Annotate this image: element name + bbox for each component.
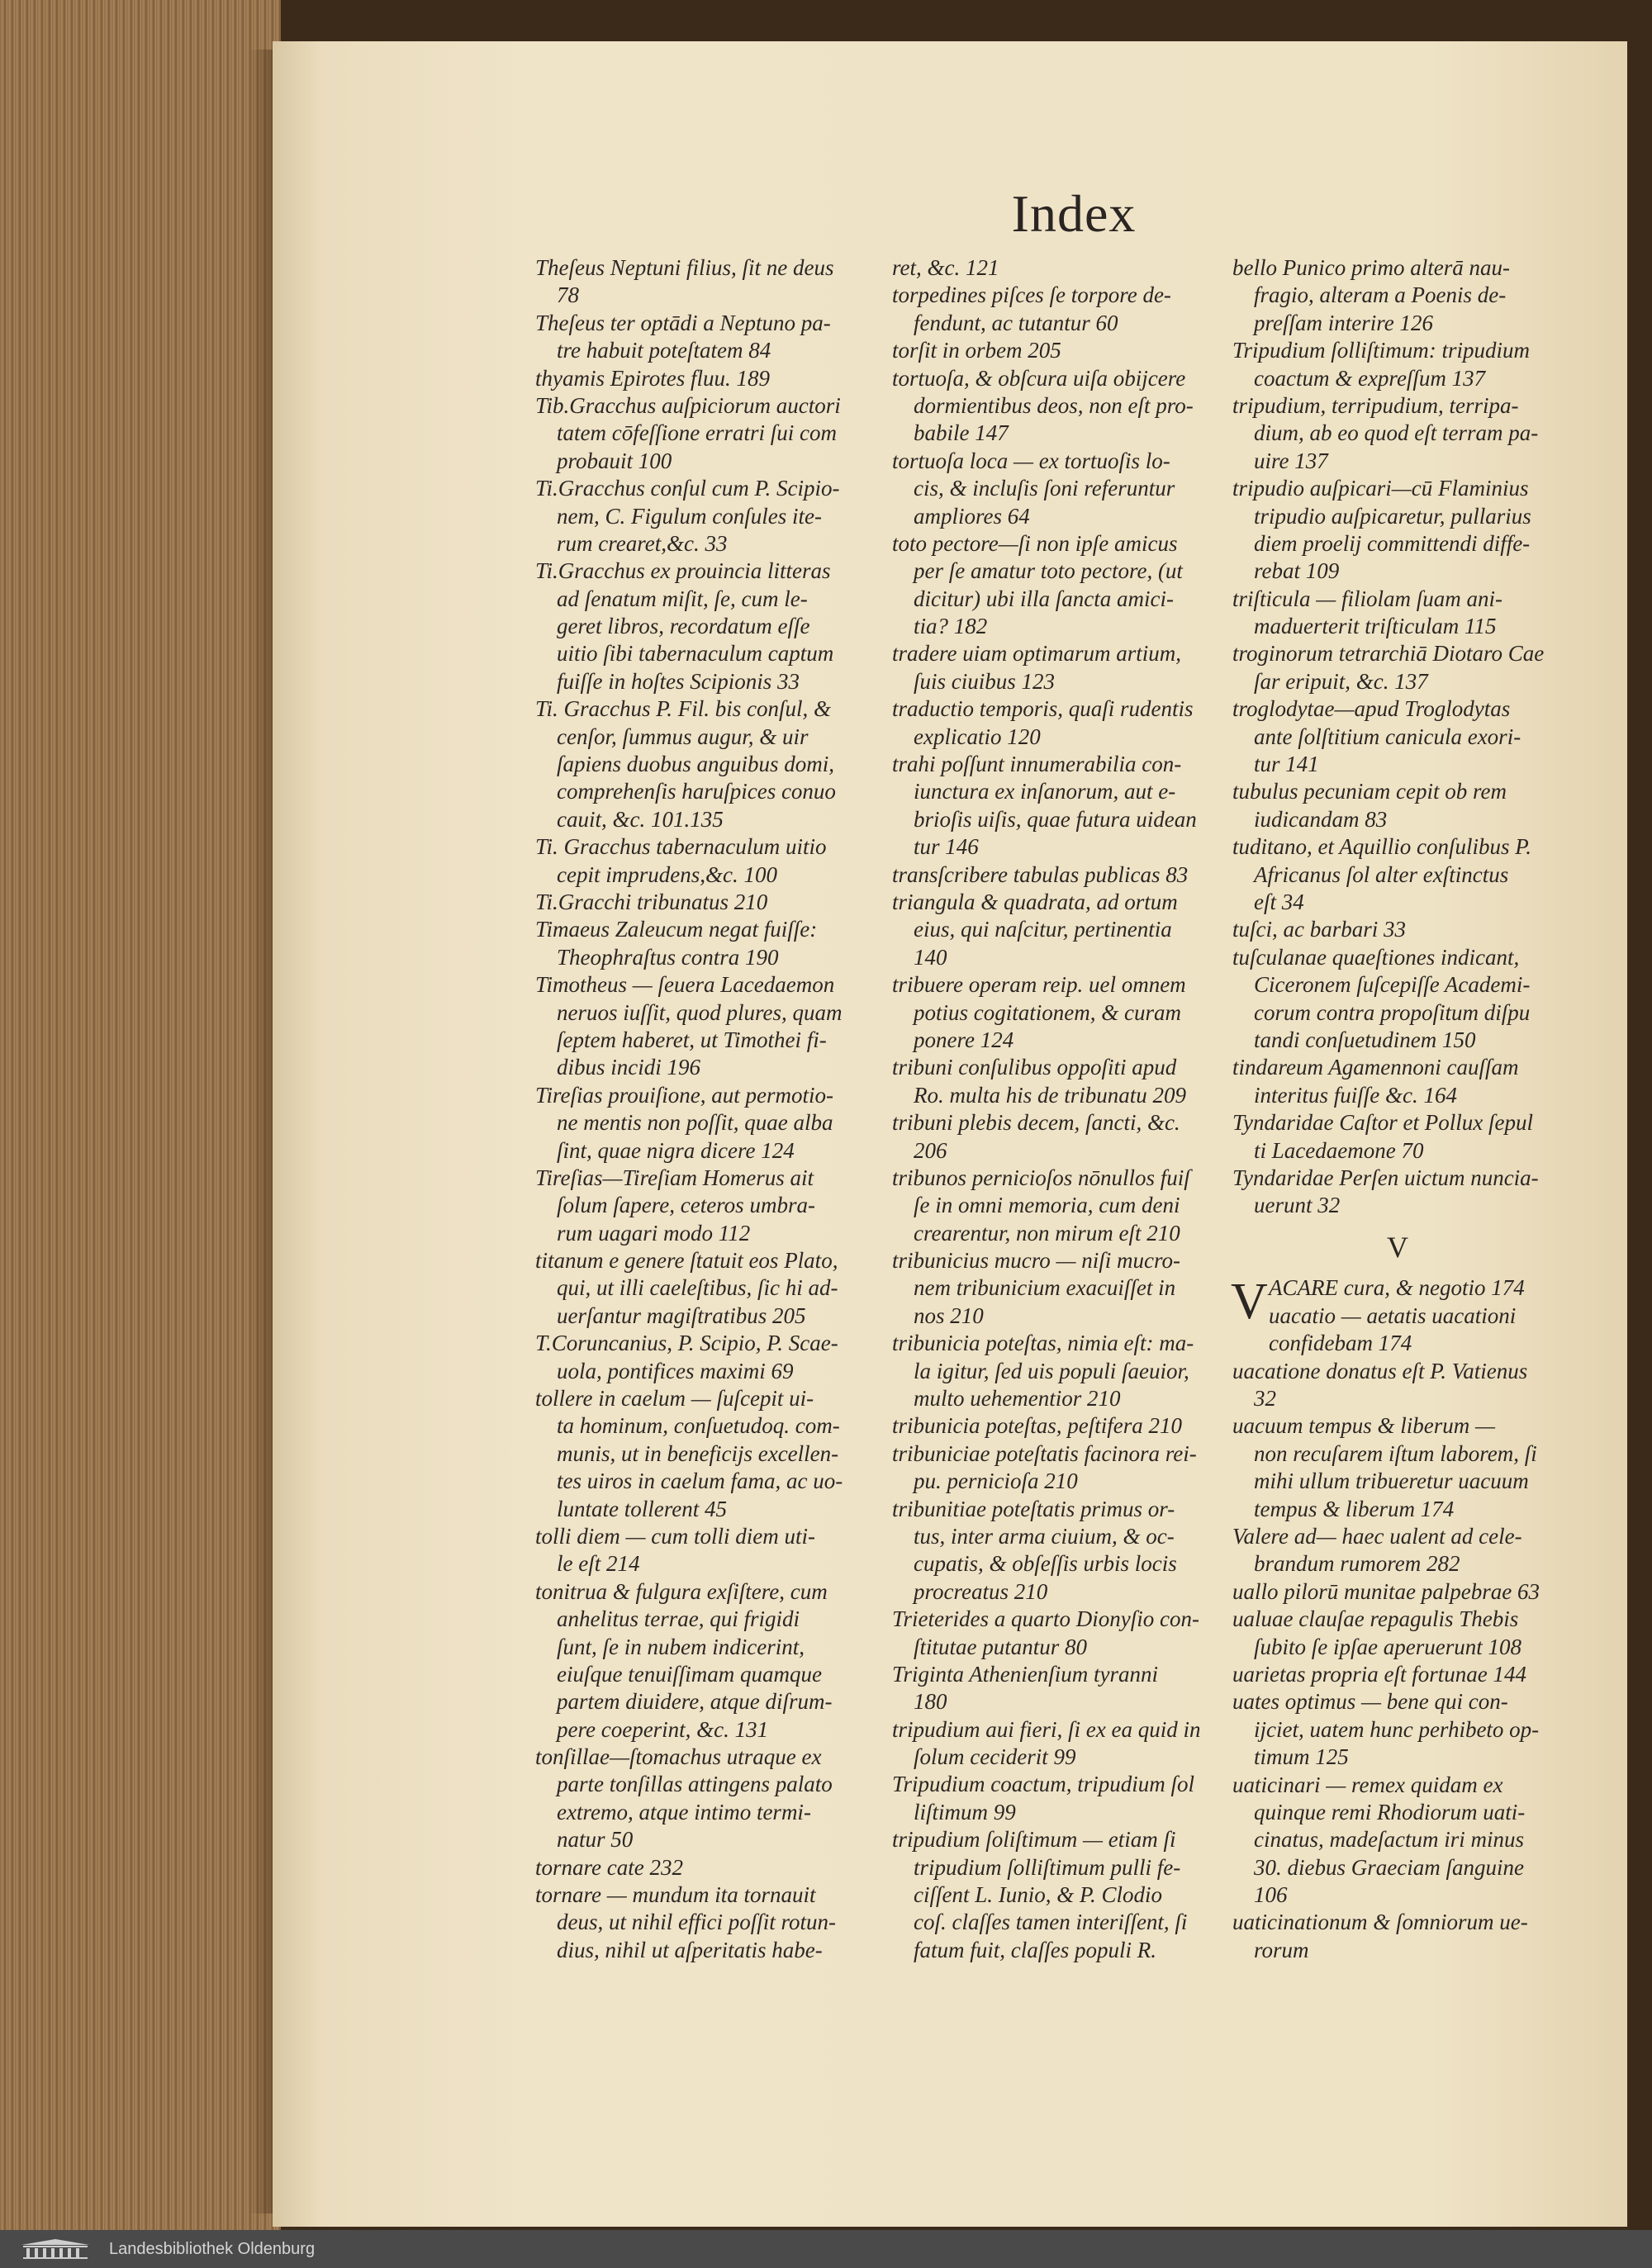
index-line: tatem cōfeſſione erratri ſui com xyxy=(557,420,837,446)
index-line: 140 xyxy=(914,944,947,970)
index-line: potius cogitationem, & curam xyxy=(914,999,1181,1025)
index-line: ſubito ſe ipſae aperuerunt 108 xyxy=(1254,1634,1521,1659)
index-line: ad ſenatum miſit, ſe, cum le- xyxy=(557,586,808,611)
index-line: tribuere operam reip. uel omnem xyxy=(892,972,1186,998)
index-line: timum 125 xyxy=(1254,1744,1349,1770)
index-line: Tyndaridae Caſtor et Pollux ſepul xyxy=(1232,1110,1533,1136)
index-line: uerſantur magiſtratibus 205 xyxy=(557,1302,806,1328)
index-line: Tib.Gracchus auſpiciorum auctori xyxy=(535,392,841,418)
book-fore-edge xyxy=(0,0,281,2230)
index-line: ret, &c. 121 xyxy=(892,255,999,280)
index-line: Tireſias prouiſione, aut permotio- xyxy=(535,1082,834,1108)
index-line: qui, ut illi caeleſtibus, ſic hi ad- xyxy=(557,1275,838,1301)
index-line: Tripudium coactum, tripudium ſol xyxy=(892,1772,1195,1797)
footer-bar xyxy=(0,2230,1652,2268)
index-line: ciſſent L. Iunio, & P. Clodio xyxy=(914,1882,1163,1908)
index-line: nem tribunicium exacuiſſet in xyxy=(914,1275,1176,1301)
index-line: tuſci, ac barbari 33 xyxy=(1232,917,1406,942)
index-line: tribuni plebis decem, ſancti, &c. xyxy=(892,1110,1180,1136)
index-line: tradere uiam optimarum artium, xyxy=(892,641,1181,667)
index-line: uacatio — aetatis uacationi xyxy=(1269,1302,1517,1328)
index-line: geret libros, recordatum eſſe xyxy=(557,614,810,639)
index-line: comprehenſis haruſpices conuo xyxy=(557,779,836,804)
index-line: eſt 34 xyxy=(1254,889,1304,914)
index-line: iunctura ex inſanorum, aut e- xyxy=(914,779,1176,804)
index-line: bello Punico primo alterā nau- xyxy=(1232,255,1510,280)
index-line: Valere ad— haec ualent ad cele- xyxy=(1232,1523,1522,1549)
index-line: Timotheus — ſeuera Lacedaemon xyxy=(535,972,835,998)
index-line: anhelitus terrae, qui frigidi xyxy=(557,1606,800,1632)
index-line: rorum xyxy=(1254,1937,1309,1962)
index-line: crearentur, non mirum eſt 210 xyxy=(914,1220,1180,1246)
index-line: tonſillae—ſtomachus utraque ex xyxy=(535,1744,822,1770)
index-line: maduerterit triſticulam 115 xyxy=(1254,614,1497,639)
index-line: fuiſſe in hoſtes Scipionis 33 xyxy=(557,668,800,694)
index-line: neruos iuſſit, quod plures, quam xyxy=(557,999,843,1025)
index-line: dium, ab eo quod eſt terram pa- xyxy=(1254,420,1539,446)
index-line: cupatis, & obſeſſis urbis locis xyxy=(914,1551,1177,1577)
index-line: Ti. Gracchus tabernaculum uitio xyxy=(535,834,827,860)
index-line: eiuſque tenuiſſimam quamque xyxy=(557,1661,822,1687)
index-line: tornare — mundum ita tornauit xyxy=(535,1882,816,1908)
index-line: cepit imprudens,&c. 100 xyxy=(557,861,777,887)
index-line: tripudium ſolliſtimum pulli fe- xyxy=(914,1854,1181,1880)
index-line: ijciet, uatem hunc perhibeto op- xyxy=(1254,1716,1540,1742)
index-line: ti Lacedaemone 70 xyxy=(1254,1137,1424,1163)
index-line: ponere 124 xyxy=(914,1027,1014,1052)
index-line: tripudio auſpicari—cū Flaminius xyxy=(1232,476,1529,501)
index-line: triangula & quadrata, ad ortum xyxy=(892,889,1178,914)
index-line: ne mentis non poſſit, quae alba xyxy=(557,1110,833,1136)
index-line: ſuis ciuibus 123 xyxy=(914,668,1056,694)
index-line: tortuoſa loca — ex tortuoſis lo- xyxy=(892,448,1170,473)
section-letter: V xyxy=(1387,1230,1408,1264)
index-line: Ciceronem ſuſcepiſſe Academi- xyxy=(1254,972,1531,998)
index-line: fatum fuit, claſſes populi R. xyxy=(914,1937,1156,1962)
index-line: extremo, atque intimo termi- xyxy=(557,1799,811,1824)
index-line: ſar eripuit, &c. 137 xyxy=(1254,668,1428,694)
index-line: Africanus ſol alter exſtinctus xyxy=(1254,861,1509,887)
index-line: corum contra propoſitum diſpu xyxy=(1254,999,1531,1025)
index-line: deus, ut nihil effici poſſit rotun- xyxy=(557,1910,836,1935)
index-line: Trieterides a quarto Dionyſio con- xyxy=(892,1606,1199,1632)
index-line: troginorum tetrarchiā Diotaro Cae xyxy=(1232,641,1545,667)
index-line: 180 xyxy=(914,1689,947,1715)
index-line: nem, C. Figulum conſules ite- xyxy=(557,503,822,529)
index-line: T.Coruncanius, P. Scipio, P. Scae- xyxy=(535,1331,838,1356)
index-line: partem diuidere, atque diſrum- xyxy=(557,1689,833,1715)
index-line: Ti.Gracchus ex prouincia litteras xyxy=(535,558,831,584)
index-line: tribuni conſulibus oppoſiti apud xyxy=(892,1055,1177,1080)
index-line: Timaeus Zaleucum negat fuiſſe: xyxy=(535,917,818,942)
index-line: tes uiros in caelum fama, ac uo- xyxy=(557,1469,843,1494)
index-line: babile 147 xyxy=(914,420,1009,446)
index-line: 32 xyxy=(1254,1386,1276,1412)
index-line: 30. diebus Graeciam ſanguine xyxy=(1254,1854,1524,1880)
index-line: Theophraſtus contra 190 xyxy=(557,944,779,970)
index-line: Ti.Gracchi tribunatus 210 xyxy=(535,889,768,914)
index-line: brandum rumorem 282 xyxy=(1254,1551,1460,1577)
index-line: tripudium aui fieri, ſi ex ea quid in xyxy=(892,1716,1201,1742)
index-line: tuſculanae quaeſtiones indicant, xyxy=(1232,944,1520,970)
index-line: non recuſarem iſtum laborem, ſi xyxy=(1254,1440,1537,1466)
index-line: tolli diem — cum tolli diem uti- xyxy=(535,1523,815,1549)
index-line: Theſeus Neptuni filius, ſit ne deus xyxy=(535,255,834,280)
index-line: thyamis Epirotes fluu. 189 xyxy=(535,365,770,391)
index-line: tandi conſuetudinem 150 xyxy=(1254,1027,1476,1052)
index-line: ſint, quae nigra dicere 124 xyxy=(557,1137,795,1163)
index-line: tre habuit poteſtatem 84 xyxy=(557,338,771,363)
index-line: cenſor, ſummus augur, & uir xyxy=(557,724,809,749)
index-line: Tyndaridae Perſen uictum nuncia- xyxy=(1232,1165,1539,1190)
index-line: ampliores 64 xyxy=(914,503,1030,529)
index-line: 206 xyxy=(914,1137,947,1163)
index-line: natur 50 xyxy=(557,1827,634,1853)
index-line: nos 210 xyxy=(914,1302,984,1328)
index-line: fragio, alteram a Poenis de- xyxy=(1254,282,1507,308)
index-line: uates optimus — bene qui con- xyxy=(1232,1689,1508,1715)
index-line: le eſt 214 xyxy=(557,1551,640,1577)
index-line: parte tonſillas attingens palato xyxy=(557,1772,833,1797)
index-line: tindareum Agamennoni cauſſam xyxy=(1232,1055,1519,1080)
index-line: multo uehementior 210 xyxy=(914,1386,1121,1412)
index-line: probauit 100 xyxy=(557,448,672,473)
index-line: mihi ullum tribueretur uacuum xyxy=(1254,1469,1529,1494)
index-line: troglodytae—apud Troglodytas xyxy=(1232,696,1511,722)
index-line: uaticinationum & ſomniorum ue- xyxy=(1232,1910,1528,1935)
index-line: tribunicia poteſtas, nimia eſt: ma- xyxy=(892,1331,1194,1356)
index-line: Theſeus ter optādi a Neptuno pa- xyxy=(535,310,831,335)
index-line: tollere in caelum — ſuſcepit ui- xyxy=(535,1386,814,1412)
index-line: Ro. multa his de tribunatu 209 xyxy=(914,1082,1186,1108)
library-building-icon xyxy=(20,2238,91,2260)
index-line: ta hominum, conſuetudoq. com- xyxy=(557,1413,840,1439)
index-line: tribunitiae poteſtatis primus or- xyxy=(892,1496,1175,1521)
index-line: ſapiens duobus anguibus domi, xyxy=(557,752,835,777)
index-line: eius, qui naſcitur, pertinentia xyxy=(914,917,1172,942)
index-line: la igitur, ſed uis populi ſaeuior, xyxy=(914,1358,1189,1383)
index-line: Tripudium ſolliſtimum: tripudium xyxy=(1232,338,1531,363)
index-line: tur 146 xyxy=(914,834,979,860)
index-line: tia? 182 xyxy=(914,614,988,639)
index-line: fendunt, ac tutantur 60 xyxy=(914,310,1118,335)
index-line: ualuae clauſae repagulis Thebis xyxy=(1232,1606,1519,1632)
index-line: ſolum ſapere, ceteros umbra- xyxy=(557,1193,815,1218)
index-line: iudicandam 83 xyxy=(1254,806,1388,832)
index-line: liſtimum 99 xyxy=(914,1799,1016,1824)
index-line: ſolum ceciderit 99 xyxy=(914,1744,1076,1770)
index-line: dius, nihil ut aſperitatis habe- xyxy=(557,1937,823,1962)
page-title: Index xyxy=(1011,184,1137,243)
index-line: titanum e genere ſtatuit eos Plato, xyxy=(535,1248,838,1274)
index-line: uarietas propria eſt fortunae 144 xyxy=(1232,1661,1526,1687)
index-line: 78 xyxy=(557,282,579,308)
index-line: uacatione donatus eſt P. Vatienus xyxy=(1232,1358,1528,1383)
index-line: uallo pilorū munitae palpebrae 63 xyxy=(1232,1578,1540,1604)
index-line: confidebam 174 xyxy=(1269,1331,1412,1356)
index-line: tripudium, terripudium, terripa- xyxy=(1232,392,1519,418)
index-line: tribunos pernicioſos nōnullos fuiſ xyxy=(892,1165,1190,1190)
index-column-2 xyxy=(892,254,1218,1964)
index-line: triſticula — filiolam ſuam ani- xyxy=(1232,586,1503,611)
index-line: tonitrua & fulgura exſiſtere, cum xyxy=(535,1578,828,1604)
index-line: 106 xyxy=(1254,1882,1288,1908)
index-line: uitio ſibi tabernaculum captum xyxy=(557,641,834,667)
index-line: dibus incidi 196 xyxy=(557,1055,700,1080)
index-line: ſtitutae putantur 80 xyxy=(914,1634,1088,1659)
index-line: uaticinari — remex quidam ex xyxy=(1232,1772,1503,1797)
index-line: procreatus 210 xyxy=(914,1578,1048,1604)
index-line: explicatio 120 xyxy=(914,724,1041,749)
index-line: torſit in orbem 205 xyxy=(892,338,1061,363)
index-line: luntate tollerent 45 xyxy=(557,1496,727,1521)
index-line: cis, & incluſis ſoni referuntur xyxy=(914,476,1175,501)
index-line: coactum & expreſſum 137 xyxy=(1254,365,1486,391)
index-line: pu. pernicioſa 210 xyxy=(914,1469,1078,1494)
index-line: trahi poſſunt innumerabilia con- xyxy=(892,752,1182,777)
index-line: traductio temporis, quaſi rudentis xyxy=(892,696,1194,722)
index-line: tribunicia poteſtas, peſtifera 210 xyxy=(892,1413,1182,1439)
index-line: cinatus, madeſactum iri minus xyxy=(1254,1827,1524,1853)
drop-cap: V xyxy=(1231,1274,1268,1331)
library-name: Landesbibliothek Oldenburg xyxy=(109,2240,316,2258)
index-line: torpedines piſces ſe torpore de- xyxy=(892,282,1171,308)
index-line: diem proelij committendi diffe- xyxy=(1254,530,1531,556)
index-line: ſe in omni memoria, cum deni xyxy=(914,1193,1180,1218)
index-line: uola, pontifices maximi 69 xyxy=(557,1358,794,1383)
index-line: dicitur) ubi illa ſancta amici- xyxy=(914,586,1174,611)
index-column-1 xyxy=(535,254,866,1964)
index-line: tur 141 xyxy=(1254,752,1319,777)
index-line: rum uagari modo 112 xyxy=(557,1220,751,1246)
index-line: uacuum tempus & liberum — xyxy=(1232,1413,1495,1439)
index-line: tribunicius mucro — niſi mucro- xyxy=(892,1248,1180,1274)
index-line: Ti.Gracchus conſul cum P. Scipio- xyxy=(535,476,840,501)
index-line: toto pectore—ſi non ipſe amicus xyxy=(892,530,1178,556)
index-line: tus, inter arma ciuium, & oc- xyxy=(914,1523,1175,1549)
index-line: tuditano, et Aquillio conſulibus P. xyxy=(1232,834,1532,860)
index-line-text: ACARE cura, & negotio 174 xyxy=(1269,1275,1525,1301)
index-line: munis, ut in beneficijs excellen- xyxy=(557,1440,839,1466)
index-column-3 xyxy=(1232,254,1563,1964)
index-line: transſcribere tabulas publicas 83 xyxy=(892,861,1189,887)
index-line: ſeptem haberet, ut Timothei fi- xyxy=(557,1027,827,1052)
index-line: Triginta Athenienſium tyranni xyxy=(892,1661,1159,1687)
index-line: ante ſolſtitium canicula exori- xyxy=(1254,724,1521,749)
index-line: Ti. Gracchus P. Fil. bis conſul, & xyxy=(535,696,832,722)
index-line: uerunt 32 xyxy=(1254,1193,1341,1218)
index-line: quinque remi Rhodiorum uati- xyxy=(1254,1799,1526,1824)
index-line: Tireſias—Tireſiam Homerus ait xyxy=(535,1165,814,1190)
index-line: tubulus pecuniam cepit ob rem xyxy=(1232,779,1507,804)
index-line: coſ. claſſes tamen interiſſent, ſi xyxy=(914,1910,1188,1935)
index-line: rebat 109 xyxy=(1254,558,1340,584)
index-line: tornare cate 232 xyxy=(535,1854,683,1880)
index-line: dormientibus deos, non eſt pro- xyxy=(914,392,1194,418)
index-line: tribuniciae poteſtatis facinora rei- xyxy=(892,1440,1197,1466)
index-line: interitus fuiſſe &c. 164 xyxy=(1254,1082,1457,1108)
index-line: tempus & liberum 174 xyxy=(1254,1496,1455,1521)
index-line: brioſis uiſis, quae futura uidean xyxy=(914,806,1197,832)
index-line: ſunt, ſe in nubem indicerint, xyxy=(557,1634,805,1659)
index-line: rum crearet,&c. 33 xyxy=(557,530,728,556)
index-line: cauit, &c. 101.135 xyxy=(557,806,724,832)
index-line: tripudium ſoliſtimum — etiam ſi xyxy=(892,1827,1176,1853)
index-line: uire 137 xyxy=(1254,448,1328,473)
index-line: preſſam interire 126 xyxy=(1254,310,1433,335)
index-line: pere coeperint, &c. 131 xyxy=(557,1716,769,1742)
index-line: tortuoſa, & obſcura uiſa obijcere xyxy=(892,365,1186,391)
index-line: per ſe amatur toto pectore, (ut xyxy=(914,558,1183,584)
index-line: tripudio auſpicaretur, pullarius xyxy=(1254,503,1531,529)
